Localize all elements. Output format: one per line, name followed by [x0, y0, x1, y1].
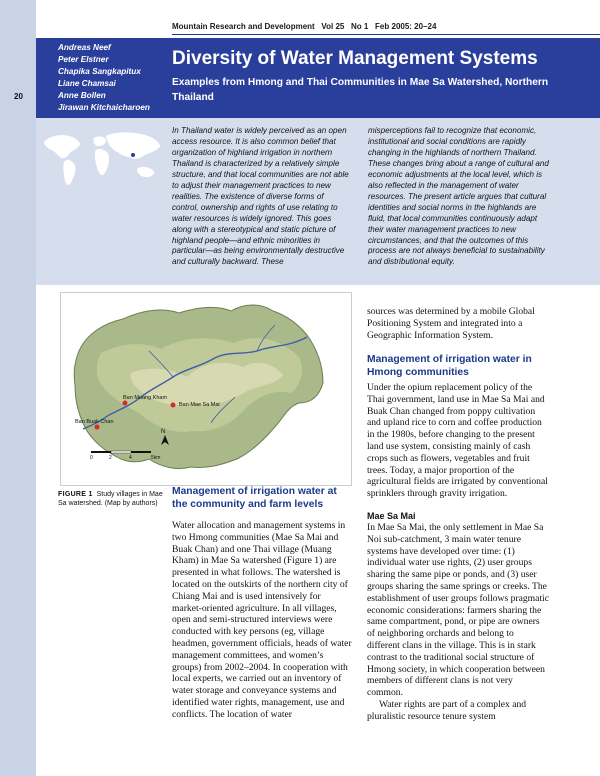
figure-label: FIGURE 1: [58, 491, 93, 498]
page-number: 20: [14, 92, 23, 101]
figure-caption-text: Study villages in Mae Sa watershed. (Map by authors): [58, 491, 163, 507]
subsection-body: [367, 522, 549, 723]
village-marker: [171, 403, 176, 408]
author-name: Jirawan Kitchaicharoen: [58, 103, 150, 112]
figure-caption: [58, 490, 166, 508]
abstract-column-2: [368, 126, 550, 268]
journal-volume: Vol 25: [321, 22, 345, 31]
scale-label: 5km: [151, 455, 161, 461]
paragraph: Water allocation and management systems in two Hmong communities (Mae Sa Mai and Buak Chan) and one Thai village (Muang Kham) in Mae Sa watershed (Figure 1) are presented in what follows. The watershed is located on the outskirts of the northern city of Chiang Mai and is used intensively for market-oriented agriculture. In all villages, open and semi-structured interviews were conducted with key persons (eg, village headmen, government officials, heads of water management committees, and women’s groups) from 2002–2004. In cooperation with local experts, we carried out an inventory of water storage and conveyance systems and identified water rights, management, use and conflicts. The location of water: [172, 520, 352, 720]
abstract-text-2: misperceptions fail to recognize that economic, institutional and social conditions are rapidly changing in the highlands of northern Thailand. These changes bring about a range of cultural and economic adjustments at the local level, which is also reflected in the management of water resources. The present article argues that cultural identities and social norms in the highlands are fluid, that local communities continuously adapt their water management practices to new circumstances, and that the outcomes of this process are not always beneficial to sustainability and distributional equity.: [368, 126, 549, 267]
section-1-body: [172, 520, 352, 721]
section-heading: Management of irrigation water at the community and farm levels: [172, 486, 337, 510]
village-label: Ban Muang Kham: [123, 395, 168, 401]
village-label: Ban Mae Sa Mai: [179, 402, 220, 408]
author-name: Liane Chamsai: [58, 79, 116, 88]
subsection-heading: Mae Sa Mai: [367, 511, 416, 521]
world-map-icon: [40, 128, 164, 190]
scale-label: 2: [109, 455, 112, 461]
location-marker: [131, 153, 135, 157]
paragraph: In Mae Sa Mai, the only settlement in Mae Sa Noi sub-catchment, 3 main water tenure systems have developed over time: (1) individual water use rights, (2) user groups sharing the same pipe or ponds, and (3) user groups sharing the same springs or creeks. The establishment of user groups follows pragmatic economic considerations: farmers sharing the same compartment, pond, or pipe are owners of neighboring orchards and belong to different clans in the village. This is in stark contrast to the traditional social structure of Hmong society, in which cooperation between members of different clans is not very common.: [367, 522, 549, 699]
section-heading: Management of irrigation water in Hmong communities: [367, 354, 532, 378]
left-margin-band: [0, 0, 36, 776]
column-3-top: [367, 306, 549, 341]
article-subtitle: Examples from Hmong and Thai Communities in Mae Sa Watershed, Northern Thailand: [172, 77, 549, 103]
paragraph: sources was determined by a mobile Global Positioning System and integrated into a Geographic Information System.: [367, 306, 535, 341]
journal-number: No 1: [351, 22, 369, 31]
journal-header: [172, 22, 592, 34]
north-label: N: [161, 429, 166, 435]
village-marker: [95, 425, 100, 430]
village-marker: [123, 401, 128, 406]
section-2-body: [367, 382, 549, 500]
scale-label: 0: [90, 455, 93, 461]
village-label: Ban Buak Chan: [75, 419, 114, 425]
article-title: Diversity of Water Management Systems: [172, 48, 538, 69]
abstract-column-1: [172, 126, 352, 268]
abstract-text-1: In Thailand water is widely perceived as an open access resource. It is also common belief that organization of highland irrigation in northern Thailand is characterized by a relatively simple structure, and that local communities are not able to adjust their management practices to new realities. The existence of diverse forms of control, ownership and rights of use relating to water resources is widely ignored. This goes along with a stereotypical and static picture of highland people—and ethnic minorities in particular—as being environmentally destructive and culturally backward. These: [172, 126, 349, 267]
header-rule: [172, 34, 600, 35]
journal-name: Mountain Research and Development: [172, 22, 315, 31]
author-name: Chapika Sangkapitux: [58, 67, 141, 76]
scale-label: 4: [129, 455, 132, 461]
author-name: Peter Elstner: [58, 55, 109, 64]
journal-date-pages: Feb 2005: 20–24: [375, 22, 437, 31]
figure-1-map: [60, 292, 352, 486]
author-name: Anne Bollen: [58, 91, 106, 100]
paragraph: Under the opium replacement policy of the Thai government, land use in Mae Sa Mai and Buak Chan changed from poppy cultivation and upland rice to corn and coffee production in the 1980s, before changing to the present land use system, consisting mainly of cash crops such as flowers, vegetables and fruit trees. Today, a major proportion of the agricultural fields are irrigated by conventional sprinklers through gravity irrigation.: [367, 382, 548, 500]
paragraph: Water rights are part of a complex and pluralistic resource tenure system: [367, 698, 527, 722]
author-name: Andreas Neef: [58, 43, 111, 52]
